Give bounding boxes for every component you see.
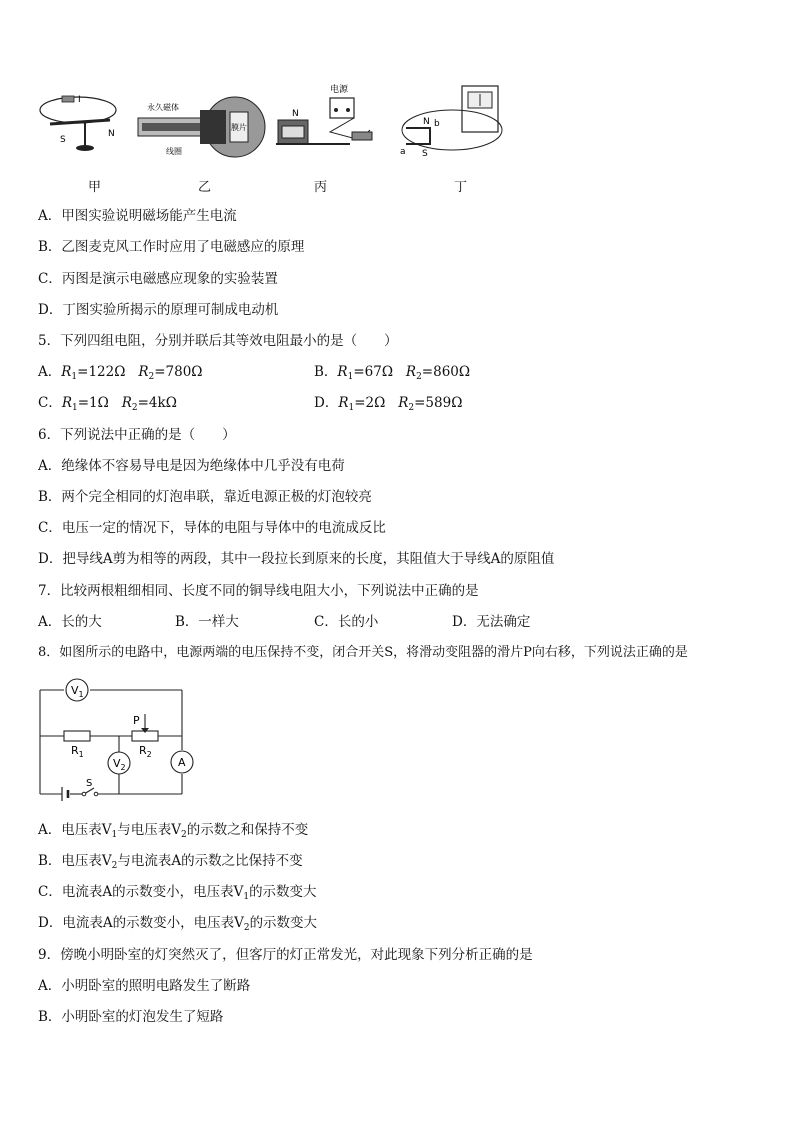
q7-stem: 7．比较两根粗细相同、长度不同的铜导线电阻大小，下列说法中正确的是 (38, 583, 479, 599)
yi-magnet-label: 永久磁体 (147, 103, 179, 112)
q5-a-v1: =122Ω (77, 364, 126, 380)
figure-row (30, 80, 510, 160)
q5-b-s1: 1 (347, 372, 354, 382)
q5-option-c (38, 394, 177, 417)
ammeter-label: A (178, 756, 186, 769)
q8-b-sub1: 2 (111, 861, 118, 871)
q7-option-c: C．长的小 (314, 614, 379, 630)
q8-option-b (38, 852, 303, 875)
ding-n-label: N (423, 117, 430, 127)
q6-option-d: D．把导线A剪为相等的两段，其中一段拉长到原来的长度，其阻值大于导线A的原阻值 (38, 551, 555, 567)
q8-a-sub1: 1 (111, 830, 118, 840)
q5-d-prefix: D． (314, 395, 339, 411)
q5-stem: 5．下列四组电阻，分别并联后其等效电阻最小的是（ ） (38, 333, 398, 349)
q7-option-d: D．无法确定 (452, 614, 531, 630)
figure-ding (400, 86, 502, 159)
q8-c-sub1: 1 (243, 892, 250, 902)
q5-a-v2: =780Ω (154, 364, 203, 380)
p-label: P (133, 714, 140, 727)
v2-label: $V_2$ (113, 757, 126, 772)
ding-s-label: S (422, 149, 428, 159)
jia-s-label: S (60, 135, 66, 145)
q8-option-c (38, 883, 317, 906)
q5-c-prefix: C． (38, 395, 62, 411)
q5-d-v2: =589Ω (414, 395, 463, 411)
figure-label-jia: 甲 (88, 180, 102, 195)
figure-jia (40, 95, 116, 151)
q8-option-d (38, 914, 317, 937)
figure-label-yi: 乙 (198, 180, 212, 195)
q5-b-r2: R (405, 364, 417, 380)
q8-d-pre: D．电流表A的示数变小，电压表V (38, 915, 244, 931)
q4-option-a: A．甲图实验说明磁场能产生电流 (38, 208, 237, 224)
q8-circuit-diagram (36, 678, 200, 804)
q7-option-b: B．一样大 (175, 614, 239, 630)
q6-option-b: B．两个完全相同的灯泡串联，靠近电源正极的灯泡较亮 (38, 489, 372, 505)
q5-c-r2: R (121, 395, 132, 411)
q8-c-pre: C．电流表A的示数变小，电压表V (38, 884, 244, 900)
figure-yi (138, 97, 265, 157)
switch-label: S (86, 778, 93, 789)
q5-d-s1: 1 (348, 403, 355, 413)
q8-a-sub2: 2 (180, 830, 187, 840)
jia-n-label: N (108, 129, 115, 139)
v1-label: $V_1$ (71, 684, 84, 699)
q5-d-v1: =2Ω (354, 395, 386, 411)
jia-i-label: I (78, 95, 81, 105)
q5-c-v2: =4kΩ (137, 395, 177, 411)
q5-c-s1: 1 (72, 403, 78, 413)
ding-b-label: b (434, 119, 440, 129)
q4-option-d: D．丁图实验所揭示的原理可制成电动机 (38, 302, 279, 318)
figure-bing (276, 83, 372, 144)
q5-b-s2: 2 (416, 372, 422, 382)
q8-a-post: 的示数之和保持不变 (186, 822, 309, 838)
q5-a-s1: 1 (71, 372, 78, 382)
q4-option-c: C．丙图是演示电磁感应现象的实验装置 (38, 271, 278, 287)
q6-stem: 6．下列说法中正确的是（ ） (38, 427, 236, 443)
q5-d-s2: 2 (408, 403, 415, 413)
r1-resistor (64, 731, 90, 741)
q5-c-v1: =1Ω (77, 395, 109, 411)
q7-option-a: A．长的大 (38, 614, 102, 630)
q6-option-a: A．绝缘体不容易导电是因为绝缘体中几乎没有电荷 (38, 458, 345, 474)
q8-b-pre: B．电压表V (38, 853, 112, 869)
q5-b-v2: =860Ω (421, 364, 471, 380)
q5-c-r1: R (61, 395, 73, 411)
ding-a-label: a (400, 147, 406, 157)
q5-c-s2: 2 (131, 403, 138, 413)
yi-diaphragm-label: 膜片 (231, 123, 247, 132)
q5-option-d (314, 394, 462, 417)
q8-option-a (38, 821, 308, 844)
q6-option-c: C．电压一定的情况下，导体的电阻与导体中的电流成反比 (38, 520, 386, 536)
q8-stem: 8．如图所示的电路中，电源两端的电压保持不变，闭合开关S，将滑动变阻器的滑片P向右移，下列说法正确的是 (38, 645, 688, 660)
figure-label-ding: 丁 (454, 180, 468, 195)
q5-b-prefix: B． (314, 364, 338, 380)
yi-coil-label: 线圈 (166, 147, 182, 156)
q5-a-prefix: A． (38, 364, 62, 380)
q5-option-b (314, 363, 470, 386)
q5-b-r1: R (337, 364, 348, 380)
q8-c-mid: 的示数变大 (249, 884, 317, 900)
q9-option-b: B．小明卧室的灯泡发生了短路 (38, 1009, 224, 1025)
q8-a-pre: A．电压表V (38, 822, 112, 838)
q8-a-mid: 与电压表V (117, 822, 181, 838)
q5-a-r2: R (138, 364, 149, 380)
q5-option-a (38, 363, 203, 386)
r1-label: $R_1$ (71, 744, 84, 759)
bing-n-label: N (292, 109, 299, 119)
q5-d-r2: R (398, 395, 409, 411)
q9-option-a: A．小明卧室的照明电路发生了断路 (38, 978, 251, 994)
q5-b-v1: =67Ω (353, 364, 394, 380)
q9-stem: 9．傍晚小明卧室的灯突然灭了，但客厅的灯正常发光，对此现象下列分析正确的是 (38, 947, 533, 963)
q5-a-r1: R (61, 364, 72, 380)
q5-d-r1: R (338, 395, 349, 411)
q8-d-sub1: 2 (243, 923, 250, 933)
q8-d-mid: 的示数变大 (249, 915, 318, 931)
q4-option-b: B．乙图麦克风工作时应用了电磁感应的原理 (38, 239, 305, 255)
r2-label: $R_2$ (139, 744, 152, 759)
bing-power-label: 电源 (330, 85, 349, 95)
q8-b-mid: 与电流表A的示数之比保持不变 (117, 853, 303, 869)
q5-a-s2: 2 (148, 372, 155, 382)
figure-label-bing: 丙 (314, 180, 328, 195)
